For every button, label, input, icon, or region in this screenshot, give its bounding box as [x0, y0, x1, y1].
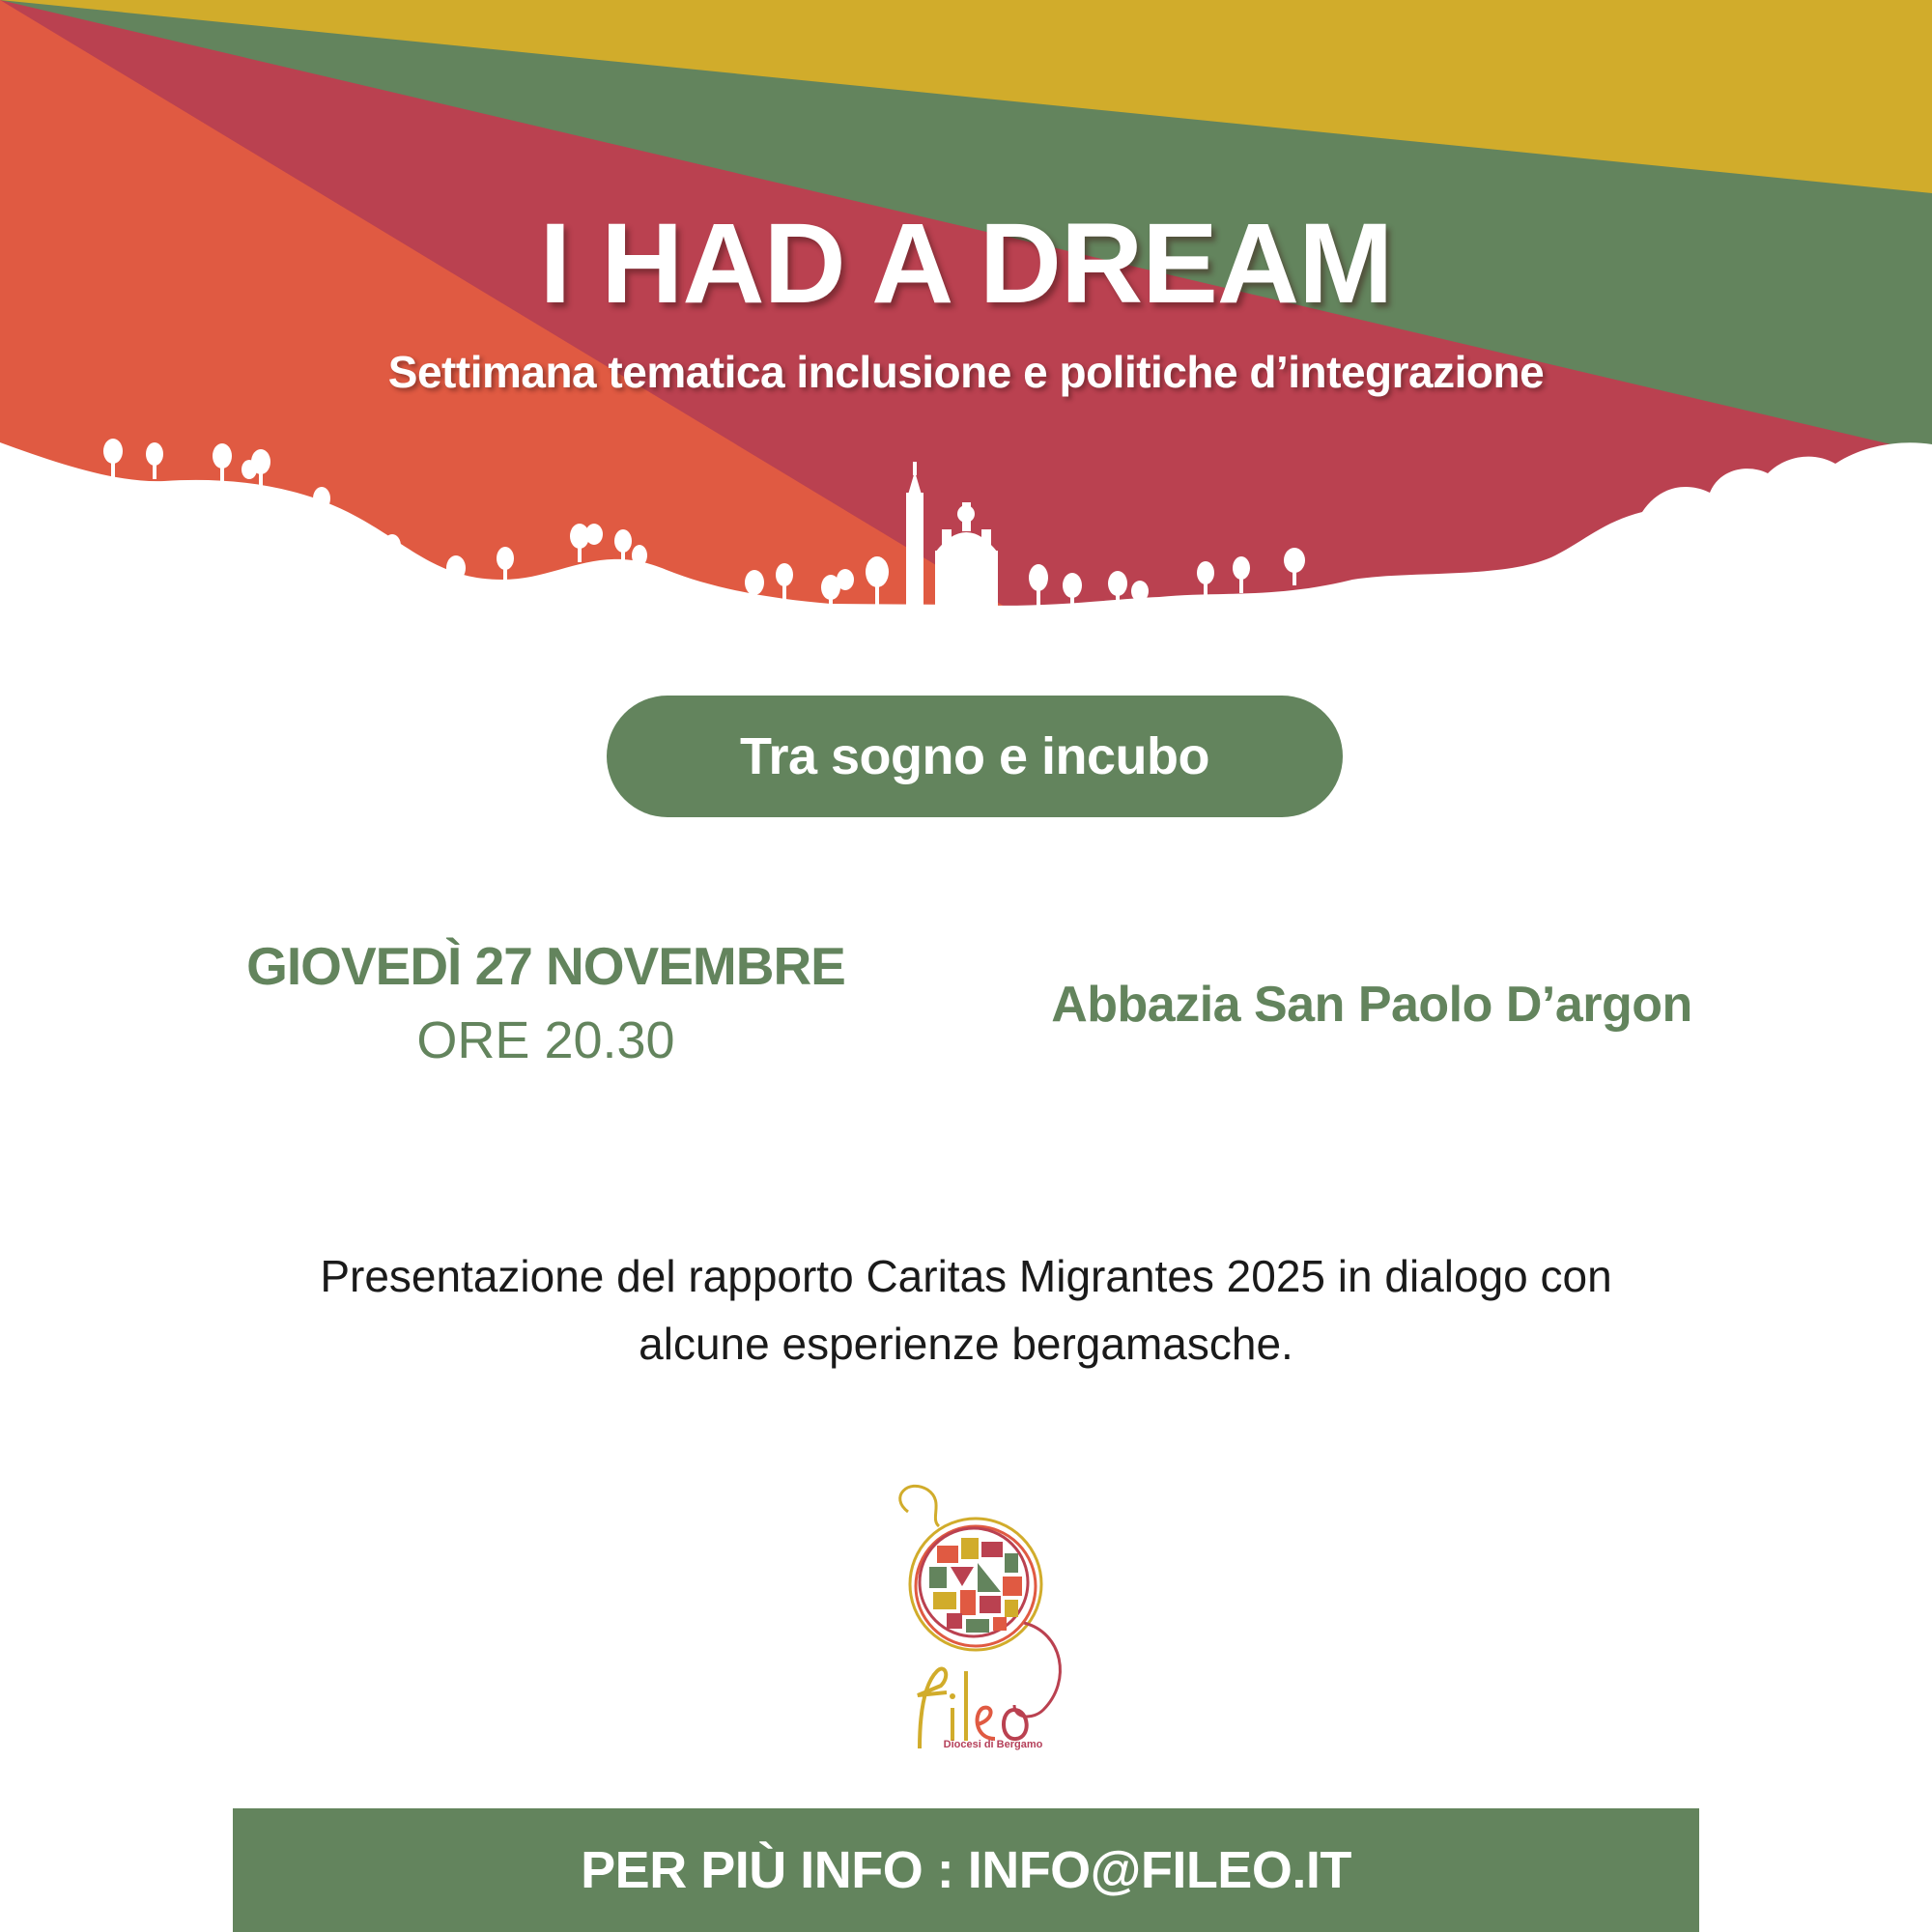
- logo-tagline: Diocesi di Bergamo: [943, 1739, 1043, 1750]
- fileo-logo: [869, 1478, 1101, 1768]
- event-series-subtitle: Settimana tematica inclusione e politiche d’integrazione: [387, 347, 1545, 397]
- contact-footer: [233, 1808, 1699, 1932]
- event-name-badge: [607, 696, 1343, 817]
- event-place: Abbazia San Paolo D’argon: [1051, 977, 1692, 1033]
- event-date: GIOVEDÌ 27 NOVEMBRE: [246, 936, 845, 996]
- event-series-title: I HAD A DREAM: [539, 200, 1393, 327]
- event-time: ORE 20.30: [416, 1011, 675, 1069]
- event-name: Tra sogno e incubo: [739, 727, 1210, 785]
- contact-info: PER PIÙ INFO : INFO@FILEO.IT: [581, 1841, 1351, 1899]
- event-description: Presentazione del rapporto Caritas Migrantes 2025 in dialogo con alcune esperienze bergamasche.: [320, 1251, 1612, 1369]
